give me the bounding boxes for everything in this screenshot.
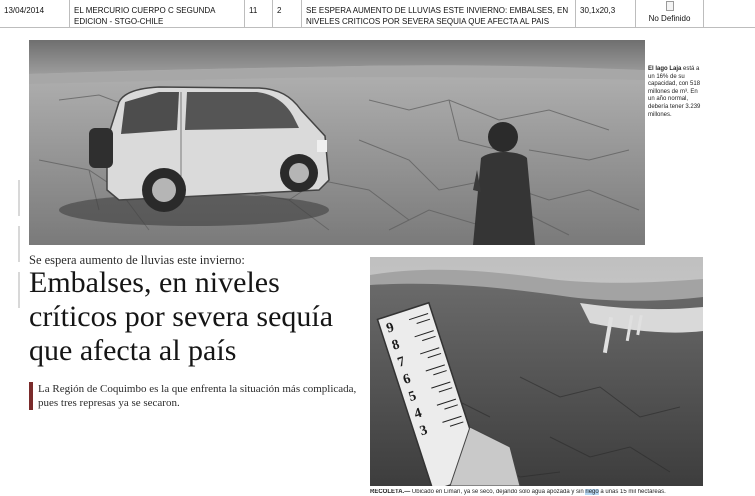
- page-cell: 11: [245, 0, 273, 28]
- gauge-number: 6: [401, 371, 413, 388]
- value-cell[interactable]: [636, 0, 704, 28]
- gauge-number: 3: [418, 422, 430, 440]
- lake-laja-photo: [29, 40, 645, 245]
- date-cell: 13/04/2014: [0, 0, 70, 28]
- recoleta-caption-label: RECOLETA.—: [370, 489, 411, 495]
- gauge-number: 8: [390, 337, 402, 354]
- lead-accent-bar: [29, 382, 33, 410]
- value-label: No Definido: [648, 14, 691, 23]
- headline-line: Embalses, en niveles: [29, 266, 280, 299]
- article-headline: [29, 266, 369, 368]
- source-cell: EL MERCURIO CUERPO C SEGUNDA EDICION - STGO-CHILE: [70, 0, 245, 28]
- article-kicker: Se espera aumento de lluvias este invierno:: [29, 253, 245, 267]
- newspaper-clipping: [12, 30, 708, 496]
- clipping-metadata-row: [0, 0, 755, 28]
- size-cell: 30,1x20,3: [576, 0, 636, 28]
- headline-line: críticos por severa sequía: [29, 300, 334, 333]
- columns-cell: 2: [273, 0, 302, 28]
- recoleta-caption-text-end: a unas 15 mil hectáreas.: [598, 489, 666, 495]
- recoleta-caption-text: Ubicado en Limarí, ya se secó, dejando solo agua apozada y sin: [410, 489, 586, 495]
- recoleta-reservoir-photo: [370, 257, 703, 486]
- lake-laja-caption: [648, 66, 706, 119]
- gauge-number: 7: [395, 354, 408, 371]
- scan-edge-marks: [12, 170, 26, 430]
- gauge-number: 5: [406, 388, 419, 406]
- gauge-number: 9: [384, 320, 397, 337]
- article-lead: La Región de Coquimbo es la que enfrenta la situación más complicada, pues tres represas ya se secaron.: [38, 383, 357, 409]
- lake-laja-caption-title: El lago Laja: [648, 66, 682, 72]
- gauge-number: 4: [412, 405, 424, 423]
- lake-laja-caption-text: está a un 16% de su capacidad, con 518 millones de m³. En un año normal, debería tener 3.239 millones.: [648, 66, 701, 118]
- headline-line: que afecta al país: [29, 334, 237, 367]
- document-icon[interactable]: [666, 1, 674, 11]
- highlighted-word: riego: [585, 489, 599, 495]
- title-cell: SE ESPERA AUMENTO DE LLUVIAS ESTE INVIERNO: EMBALSES, EN NIVELES CRITICOS POR SEVERA SEQUIA QUE AFECTA AL PAIS: [302, 0, 576, 28]
- recoleta-caption: [370, 489, 703, 496]
